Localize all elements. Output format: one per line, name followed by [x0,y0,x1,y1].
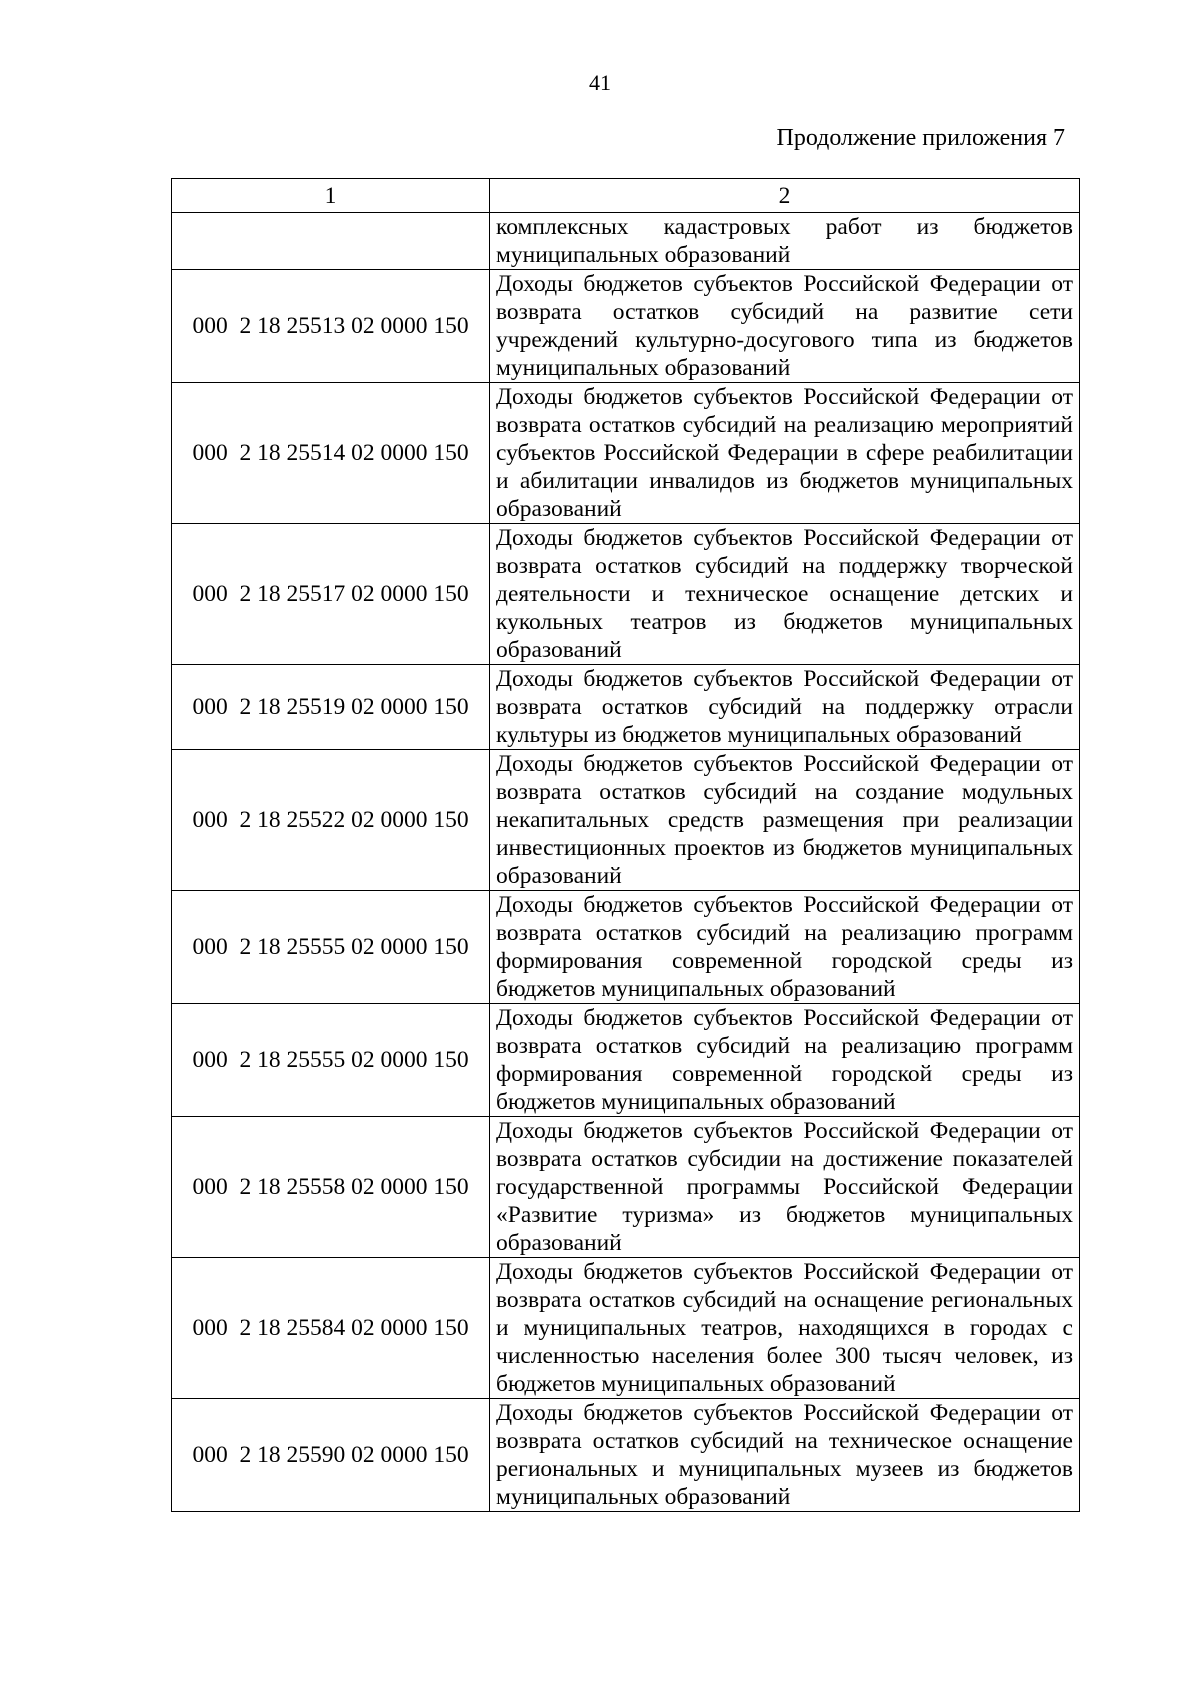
revenue-description: Доходы бюджетов субъектов Российской Федерации от возврата остатков субсидии на достижение показателей государственной программы Российской Федерации «Развитие туризма» из бюджетов муниципальных образований [490,1117,1080,1258]
revenue-code: 000 2 18 25558 02 0000 150 [172,1117,490,1258]
revenue-code: 000 2 18 25517 02 0000 150 [172,524,490,665]
revenue-code [172,213,490,270]
table-row [172,665,1080,750]
revenue-description: Доходы бюджетов субъектов Российской Федерации от возврата остатков субсидий на техническое оснащение региональных и муниципальных музеев из бюджетов муниципальных образований [490,1399,1080,1512]
revenue-description: комплексных кадастровых работ из бюджетов муниципальных образований [490,213,1080,270]
page-number: 41 [589,70,611,95]
revenue-code: 000 2 18 25513 02 0000 150 [172,270,490,383]
revenue-description: Доходы бюджетов субъектов Российской Федерации от возврата остатков субсидий на реализацию мероприятий субъектов Российской Федерации в сфере реабилитации и абилитации инвалидов из бюджетов муниципальных образований [490,383,1080,524]
column-header-description: 2 [490,179,1080,213]
table-row [172,270,1080,383]
revenue-description: Доходы бюджетов субъектов Российской Федерации от возврата остатков субсидий на поддержку творческой деятельности и техническое оснащение детских и кукольных театров из бюджетов муниципальных образований [490,524,1080,665]
revenue-codes-table [171,178,1080,1512]
revenue-code: 000 2 18 25522 02 0000 150 [172,750,490,891]
appendix-continuation-note: Продолжение приложения 7 [776,125,1065,151]
table-row [172,383,1080,524]
revenue-code: 000 2 18 25584 02 0000 150 [172,1258,490,1399]
table-row [172,1258,1080,1399]
revenue-description: Доходы бюджетов субъектов Российской Федерации от возврата остатков субсидий на создание модульных некапитальных средств размещения при реализации инвестиционных проектов из бюджетов муниципальных образований [490,750,1080,891]
revenue-code: 000 2 18 25555 02 0000 150 [172,1004,490,1117]
revenue-description: Доходы бюджетов субъектов Российской Федерации от возврата остатков субсидий на поддержку отрасли культуры из бюджетов муниципальных образований [490,665,1080,750]
table-row [172,524,1080,665]
table-header-row [172,179,1080,213]
table-row [172,750,1080,891]
revenue-description: Доходы бюджетов субъектов Российской Федерации от возврата остатков субсидий на реализацию программ формирования современной городской среды из бюджетов муниципальных образований [490,1004,1080,1117]
revenue-code: 000 2 18 25514 02 0000 150 [172,383,490,524]
table-row [172,213,1080,270]
revenue-description: Доходы бюджетов субъектов Российской Федерации от возврата остатков субсидий на развитие сети учреждений культурно-досугового типа из бюджетов муниципальных образований [490,270,1080,383]
table-row [172,891,1080,1004]
column-header-code: 1 [172,179,490,213]
table-row [172,1117,1080,1258]
revenue-code: 000 2 18 25519 02 0000 150 [172,665,490,750]
revenue-code: 000 2 18 25555 02 0000 150 [172,891,490,1004]
table-row [172,1399,1080,1512]
revenue-description: Доходы бюджетов субъектов Российской Федерации от возврата остатков субсидий на оснащение региональных и муниципальных театров, находящихся в городах с численностью населения более 300 тысяч человек, из бюджетов муниципальных образований [490,1258,1080,1399]
table-row [172,1004,1080,1117]
revenue-code: 000 2 18 25590 02 0000 150 [172,1399,490,1512]
revenue-description: Доходы бюджетов субъектов Российской Федерации от возврата остатков субсидий на реализацию программ формирования современной городской среды из бюджетов муниципальных образований [490,891,1080,1004]
